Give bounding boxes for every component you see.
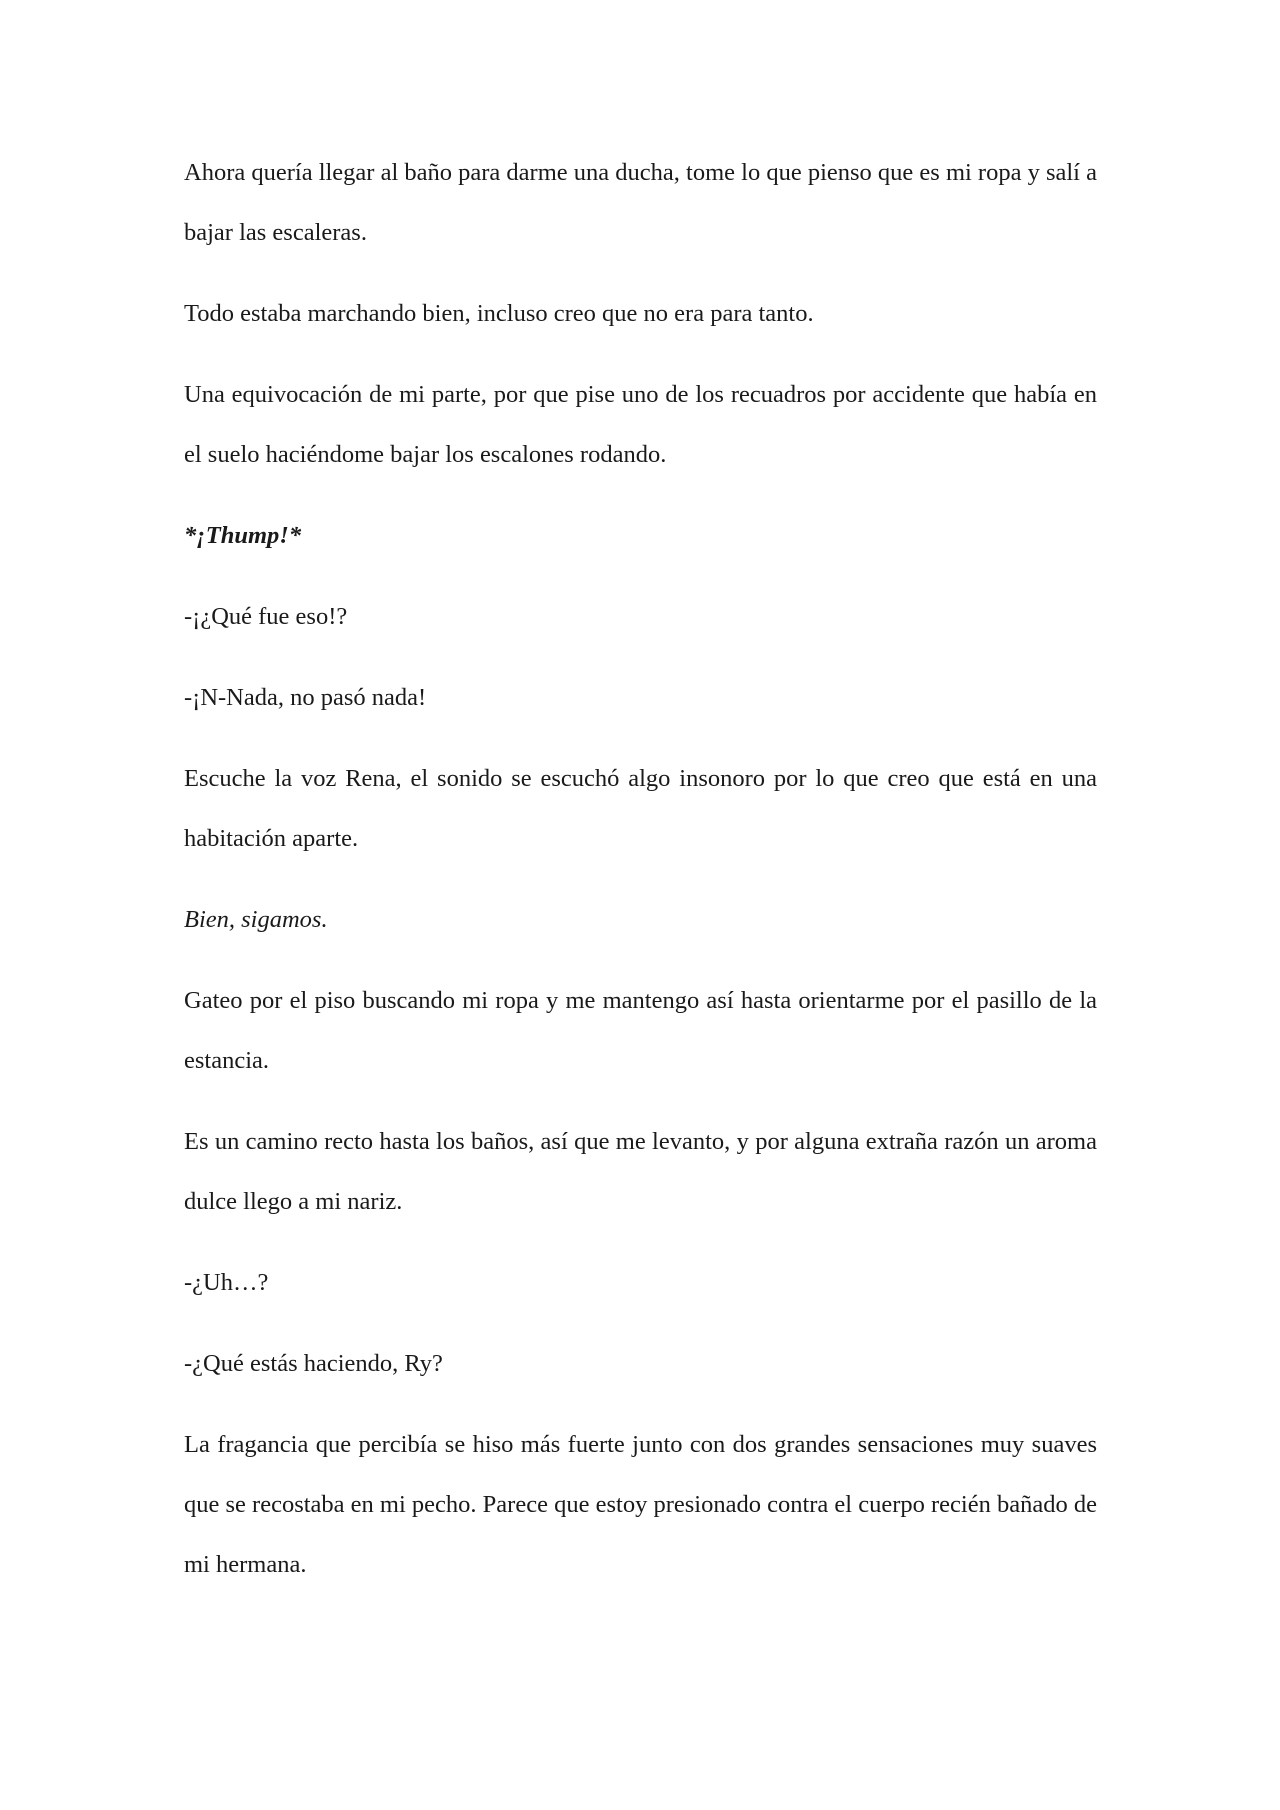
thought-line: Bien, sigamos.	[184, 906, 328, 933]
paragraph: Ahora quería llegar al baño para darme una ducha, tome lo que pienso que es mi ropa y salí a bajar las escaleras.	[184, 159, 1097, 246]
sound-effect-line: *¡Thump!*	[184, 522, 302, 549]
paragraph: La fragancia que percibía se hiso más fuerte junto con dos grandes sensaciones muy suaves que se recostaba en mi pecho. Parece que estoy presionado contra el cuerpo recién bañado de mi hermana.	[184, 1431, 1097, 1578]
dialogue-line: -¿Qué estás haciendo, Ry?	[184, 1350, 443, 1377]
paragraph: Escuche la voz Rena, el sonido se escuchó algo insonoro por lo que creo que está en una habitación aparte.	[184, 765, 1097, 852]
paragraph: Es un camino recto hasta los baños, así que me levanto, y por alguna extraña razón un aroma dulce llego a mi nariz.	[184, 1128, 1097, 1215]
dialogue-line: -¡¿Qué fue eso!?	[184, 603, 348, 630]
document-body	[184, 143, 1097, 1616]
paragraph: Una equivocación de mi parte, por que pise uno de los recuadros por accidente que había en el suelo haciéndome bajar los escalones rodando.	[184, 381, 1097, 468]
dialogue-line: -¡N-Nada, no pasó nada!	[184, 684, 427, 711]
dialogue-line: -¿Uh…?	[184, 1269, 269, 1296]
paragraph: Todo estaba marchando bien, incluso creo que no era para tanto.	[184, 300, 814, 327]
paragraph: Gateo por el piso buscando mi ropa y me mantengo así hasta orientarme por el pasillo de la estancia.	[184, 987, 1097, 1074]
